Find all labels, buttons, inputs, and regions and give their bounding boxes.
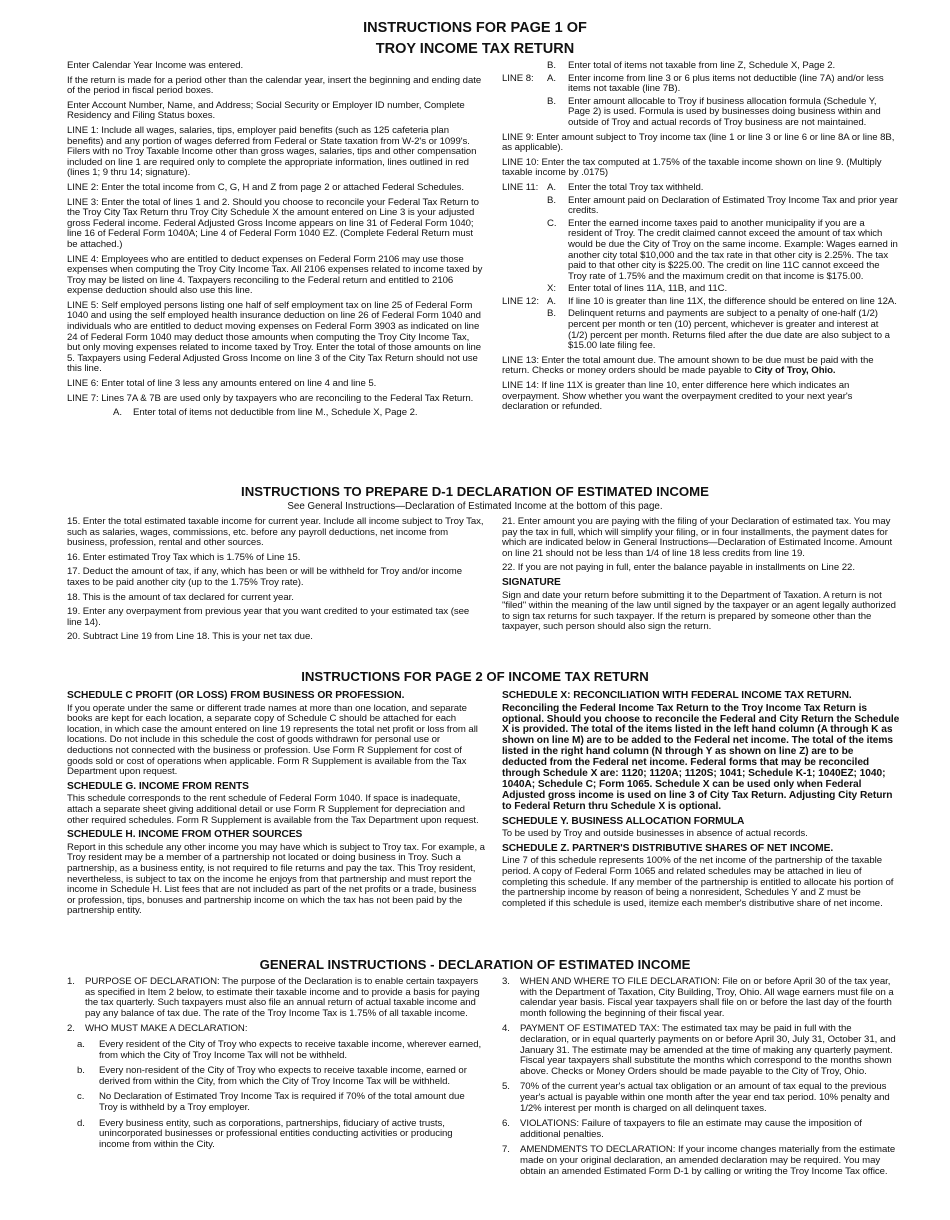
d1-line-20: 20. Subtract Line 19 from Line 18. This is your net tax due. <box>67 631 313 643</box>
schedule-c-heading: SCHEDULE C PROFIT (OR LOSS) FROM BUSINESS OR PROFESSION. <box>67 690 405 701</box>
line-8a: LINE 8: A. Enter income from line 3 or 6 plus items not deductible (line 7A) and/or less items not taxable (line 7B). <box>502 72 884 95</box>
page1-right-column <box>502 61 900 417</box>
line-11x: X: Enter total of lines 11A, 11B, and 11C. <box>547 283 728 295</box>
general-item-4: 4. PAYMENT OF ESTIMATED TAX: The estimated tax may be paid in full with the declaration, or in equal quarterly payments on or before April 30, July 31, October 31, and January 31. The estimate may be amended at the time of making any quarterly payment. Fiscal year taxpayers shall substitute the months which correspond to the months shown above. Checks or Money Orders should be made payable to the City of Troy, Ohio. <box>502 1023 896 1077</box>
page2-left-column <box>67 689 485 921</box>
d1-line-22: 22. If you are not paying in full, enter the balance payable in installments on Line 22. <box>502 562 855 574</box>
d1-section-subtitle: See General Instructions—Declaration of Estimated Income at the bottom of this page. <box>287 501 663 512</box>
page-title-line1: INSTRUCTIONS FOR PAGE 1 OF <box>363 20 587 36</box>
schedule-z-text: Line 7 of this schedule represents 100% of the net income of the partnership of the taxable period. A copy of Federal Form 1065 and related schedules may be attached in lieu of completing this schedule. If any member of the partnership is entitled to allocate his portion of the partnership income by reason of being a nonresident, Schedules Y and Z must be completed if this schedule is used, itemize each member's distributive share of net income. <box>502 855 894 909</box>
general-item-2c: c. No Declaration of Estimated Troy Income Tax is required if 70% of the total amount due Troy is withheld by a Troy employer. <box>77 1091 465 1113</box>
paragraph: LINE 7: Lines 7A & 7B are used only by taxpayers who are reconciling to the Federal Tax Return. <box>67 392 474 404</box>
schedule-g-text: This schedule corresponds to the rent schedule of Federal Form 1040. If space is inadequate, attach a separate sheet giving additional detail or use Form R Supplement for depreciation and other required schedules. Form R Supplement is available from the Tax Department upon request. <box>67 793 479 826</box>
schedule-y-heading: SCHEDULE Y. BUSINESS ALLOCATION FORMULA <box>502 815 745 827</box>
page2-section-title: INSTRUCTIONS FOR PAGE 2 OF INCOME TAX RETURN <box>301 669 649 684</box>
paragraph: LINE 1: Include all wages, salaries, tips, employer paid benefits (such as 125 cafeteria plan benefits) and any portion of wages deferred from Federal or State taxation from W-2's or 1099's. Filers with no Troy Taxable Income other than gross wages, salaries, tips and other compensation included on line 1 are required only to complete the appropriate information, lines outlined in red (lines 1; 9 thru 14; signature). <box>67 124 477 179</box>
line-8b: B. Enter amount allocable to Troy if business allocation formula (Schedule Y, Page 2) is used. Formula is used by businesses doing business within and outside of Troy and actual records of Troy business are not maintained. <box>547 95 881 128</box>
general-item-2a: a. Every resident of the City of Troy who expects to receive taxable income, wherever earned, from which the City of Troy Income Tax will not be withheld. <box>77 1038 482 1061</box>
d1-line-21: 21. Enter amount you are paying with the filing of your Declaration of estimated tax. You may pay the tax in full, which will simplify your filing, or in four installments, the payment dates for which are indicated below in General Instructions—Declaration of Estimated Income. Amount on line 21 should not be less than 1/4 of line 18 less credits from line 19. <box>502 516 893 559</box>
signature-text: Sign and date your return before submitting it to the Department of Taxation. A return is not "filed" within the meaning of the law until signed by the taxpayer or an agent legally authorized to sign tax returns for such taxpayer. If the return is prepared by someone other than the taxpayer, such person should also sign the return. <box>502 589 896 633</box>
line-11b: B. Enter amount paid on Declaration of Estimated Troy Income Tax and prior year credits. <box>547 194 898 217</box>
line-12b: B. Delinquent returns and payments are subject to a penalty of one-half (1/2) percent per month or ten (10) percent, whichever is greater and interest at (1/2) percent per month. Returns filed after the due date are also subject to a $15.00 late filing fee. <box>547 308 890 352</box>
paragraph: Enter Calendar Year Income was entered. <box>67 60 244 71</box>
line-7a: A. Enter total of items not deductible from line M., Schedule X, Page 2. <box>113 407 418 419</box>
line-7b: B. Enter total of items not taxable from line Z, Schedule X, Page 2. <box>547 60 836 71</box>
paragraph: LINE 6: Enter total of line 3 less any amounts entered on line 4 and line 5. <box>67 378 377 390</box>
general-item-3: 3. WHEN AND WHERE TO FILE DECLARATION: File on or before April 30 of the tax year, with the Department of Taxation, City Building, Troy, Ohio. All wage earners must file on a calendar year basis. Fiscal year taxpayers shall file on or before the last day of the fourth month following the beginning of their fiscal year. <box>502 976 894 1019</box>
schedule-h-text: Report in this schedule any other income you may have which is subject to Troy tax. For example, a Troy resident may be a member of a partnership not located or doing business in Troy. Such a partnership, as a business entity, is not required to file returns and pay the tax. This Troy resident, nevertheless, is subject to tax on the income he enjoys from that partnership and must report the income in Schedule H. List fees that are not included as part of the net profits or a trade, business or profession, tips, bonuses and partnership income on which the tax has not been paid by the partnership entity. <box>67 841 485 917</box>
paragraph: LINE 4: Employees who are entitled to deduct expenses on Federal Form 2106 may use those expenses when computing the Troy City Income Tax. All 2106 expenses related to income taxed by Troy may be listed on line 4. Taxpayers reconciling to the Federal return and entitled to 2106 expense deduction should also use this line. <box>67 253 483 297</box>
paragraph: LINE 2: Enter the total income from C, G, H and Z from page 2 or attached Federal Schedules. <box>67 181 464 193</box>
page-title-line2: TROY INCOME TAX RETURN <box>375 41 575 57</box>
general-right-column <box>502 977 900 1182</box>
paragraph: Enter Account Number, Name, and Address; Social Security or Employer ID number, Complete Residency and Filing Status boxes. <box>67 99 465 122</box>
schedule-h-heading: SCHEDULE H. INCOME FROM OTHER SOURCES <box>67 829 303 841</box>
line-14: LINE 14: If line 11X is greater than line 10, enter difference here which indicates an overpayment. Show whether you want the overpayment credited to your next year's declaration or refunded. <box>502 380 853 413</box>
line-9: LINE 9: Enter amount subject to Troy income tax (line 1 or line 3 or line 6 or line 8A or line 8B, as applicable). <box>502 131 895 154</box>
d1-line-18: 18. This is the amount of tax declared for current year. <box>67 591 294 603</box>
general-item-6: 6. VIOLATIONS: Failure of taxpayers to file an estimate may cause the imposition of additional penalties. <box>502 1118 862 1140</box>
schedule-g-heading: SCHEDULE G. INCOME FROM RENTS <box>67 780 249 792</box>
schedule-c-text: If you operate under the same or different trade names at more than one location, and separate books are kept for each location, a separate copy of Schedule C should be attached for each location, in which case the amount entered on line 19 represents the total net profit or loss from all locations. Do not include in this schedule the cost of goods withdrawn for personal use or deductions not connected with the business or profession. Use Form R Supplement for cost of goods sold or cost of operations when applicable. Form R Supplement is available from the Tax Department upon request. <box>67 702 478 778</box>
general-item-2b: b. Every non-resident of the City of Troy who expects to receive taxable income, earned or derived from within the City, from which the City of Troy Income Tax will be withheld. <box>77 1065 467 1087</box>
d1-line-19: 19. Enter any overpayment from previous year that you want credited to your estimated tax (see line 14). <box>67 606 470 628</box>
paragraph: LINE 3: Enter the total of lines 1 and 2. Should you choose to reconcile your Federal Tax Return to the Troy City Tax Return thru Troy City Schedule X the amount entered on Line 3 is your adjusted gross Federal income. Federal Adjusted Gross Income appears on line 31 of Federal Form 1040; line 16 of Federal Form 1040A; Line 4 of Federal Form 1040 EZ. (Complete Federal Return must be attached.) <box>67 196 479 250</box>
page2-right-column <box>502 689 900 913</box>
line-12a: LINE 12: A. If line 10 is greater than line 11X, the difference should be entered on line 12A. <box>502 295 897 307</box>
line-11c: C. Enter the earned income taxes paid to another municipality if you are a resident of Troy. The credit claimed cannot exceed the amount of tax which would be due the City of Troy on the same income. Example: Wages earned in another city total $10,000 and the tax rate in that other city is 2.25%. The tax paid to that other city is $225.00. The credit on line 11C cannot exceed the Troy rate of 1.75% and the maximum credit on that income is $175.00. <box>547 217 898 282</box>
general-item-5: 5. 70% of the current year's actual tax obligation or an amount of tax equal to the previous year's actual is payable within one month after the year end tax period. 10% penalty and 1/2% interest per month is charged on all delinquent taxes. <box>502 1081 890 1114</box>
d1-right-column <box>502 517 900 637</box>
schedule-x-text: Reconciling the Federal Income Tax Return to the Troy Income Tax Return is optional. Should you choose to reconcile the Federal and City Return the Schedule X is provided. The total of the items listed in the left hand column (A through K as shown on line M) are to be added to the Federal net income. The total of the items listed in the right hand column (N through Y as shown on line Z) are to be deducted from the Federal net income. Federal forms that may be reconciled through Schedule X are: 1120; 1120A; 1120S; 1041; Schedule K-1; 1040EZ; 1040; 1040A; Schedule C; Form 1065. Schedule X can be used only when Federal Adjusted gross income is used on line 3 of City Tax Return. Adjusting City Return to Federal Return thru Schedule X is optional. <box>502 702 900 812</box>
d1-line-17: 17. Deduct the amount of tax, if any, which has been or will be withheld for Troy and/or income taxes to be paid another city (up to the 1.75% Troy rate). <box>67 566 463 588</box>
d1-line-15: 15. Enter the total estimated taxable income for current year. Include all income subject to Troy Tax, such as salaries, wages, commissions, etc. before any payroll deductions, net income from business, profession, rental and other sources. <box>67 516 484 549</box>
payee-name: City of Troy, Ohio. <box>754 365 836 377</box>
paragraph: If the return is made for a period other than the calendar year, insert the beginning and ending date of the period in fiscal period boxes. <box>67 74 482 97</box>
general-item-2: 2. WHO MUST MAKE A DECLARATION: <box>67 1023 248 1035</box>
line-11a: LINE 11: A. Enter the total Troy tax withheld. <box>502 181 704 193</box>
general-instructions-title: GENERAL INSTRUCTIONS - DECLARATION OF ESTIMATED INCOME <box>259 957 691 972</box>
page1-left-column <box>67 61 485 421</box>
line-13: LINE 13: Enter the total amount due. The amount shown to be due must be paid with the return. Checks or money orders should be made payable to City of Troy, Ohio. <box>502 354 874 377</box>
d1-section-title: INSTRUCTIONS TO PREPARE D-1 DECLARATION OF ESTIMATED INCOME <box>241 484 709 499</box>
d1-line-16: 16. Enter estimated Troy Tax which is 1.75% of Line 15. <box>67 551 301 563</box>
general-item-1: 1. PURPOSE OF DECLARATION: The purpose of the Declaration is to enable certain taxpayers as specified in Item 2 below, to estimate their taxable income and to provide a basis for paying the tax quarterly. Such taxpayers must also file an annual return of actual taxable income and pay any balance of tax due. The rate of the Troy Income Tax is 1.75% of all taxable income. <box>67 976 480 1019</box>
schedule-z-heading: SCHEDULE Z. PARTNER'S DISTRIBUTIVE SHARES OF NET INCOME. <box>502 842 834 854</box>
schedule-x-heading: SCHEDULE X: RECONCILIATION WITH FEDERAL INCOME TAX RETURN. <box>502 690 852 701</box>
line-10: LINE 10: Enter the tax computed at 1.75% of the taxable income shown on line 9. (Multiply taxable income by .0175) <box>502 156 882 179</box>
general-item-2d: d. Every business entity, such as corporations, partnerships, fiduciary of active trusts, unincorporated businesses or professional entities conducting activities or producing income from within the City. <box>77 1117 453 1150</box>
signature-heading: SIGNATURE <box>502 576 561 588</box>
general-item-7: 7. AMENDMENTS TO DECLARATION: If your income changes materially from the estimate made on your original declaration, an amended declaration may be required. You may obtain an amended Estimated Form D-1 by calling or writing the Troy Income Tax office. <box>502 1144 896 1177</box>
paragraph: LINE 5: Self employed persons listing one half of self employment tax on line 25 of Federal Form 1040 and using the self employed health insurance deduction on line 26 of Federal Form 1040 and individuals who are entitled to deduct moving expenses on Federal Form 3903 as indicated on line 24 of Federal Form 1040 may deduct those amounts when computing the Troy City Income Tax, but only moving expenses related to income taxed by Troy. Enter the total of those amounts on line 5. Taxpayers using Federal Adjusted Gross Income on line 3 of the City Tax Return should not use this line. <box>67 299 482 375</box>
schedule-y-text: To be used by Troy and outside businesses in absence of actual records. <box>502 828 808 840</box>
general-left-column <box>67 977 485 1155</box>
d1-left-column <box>67 517 485 647</box>
